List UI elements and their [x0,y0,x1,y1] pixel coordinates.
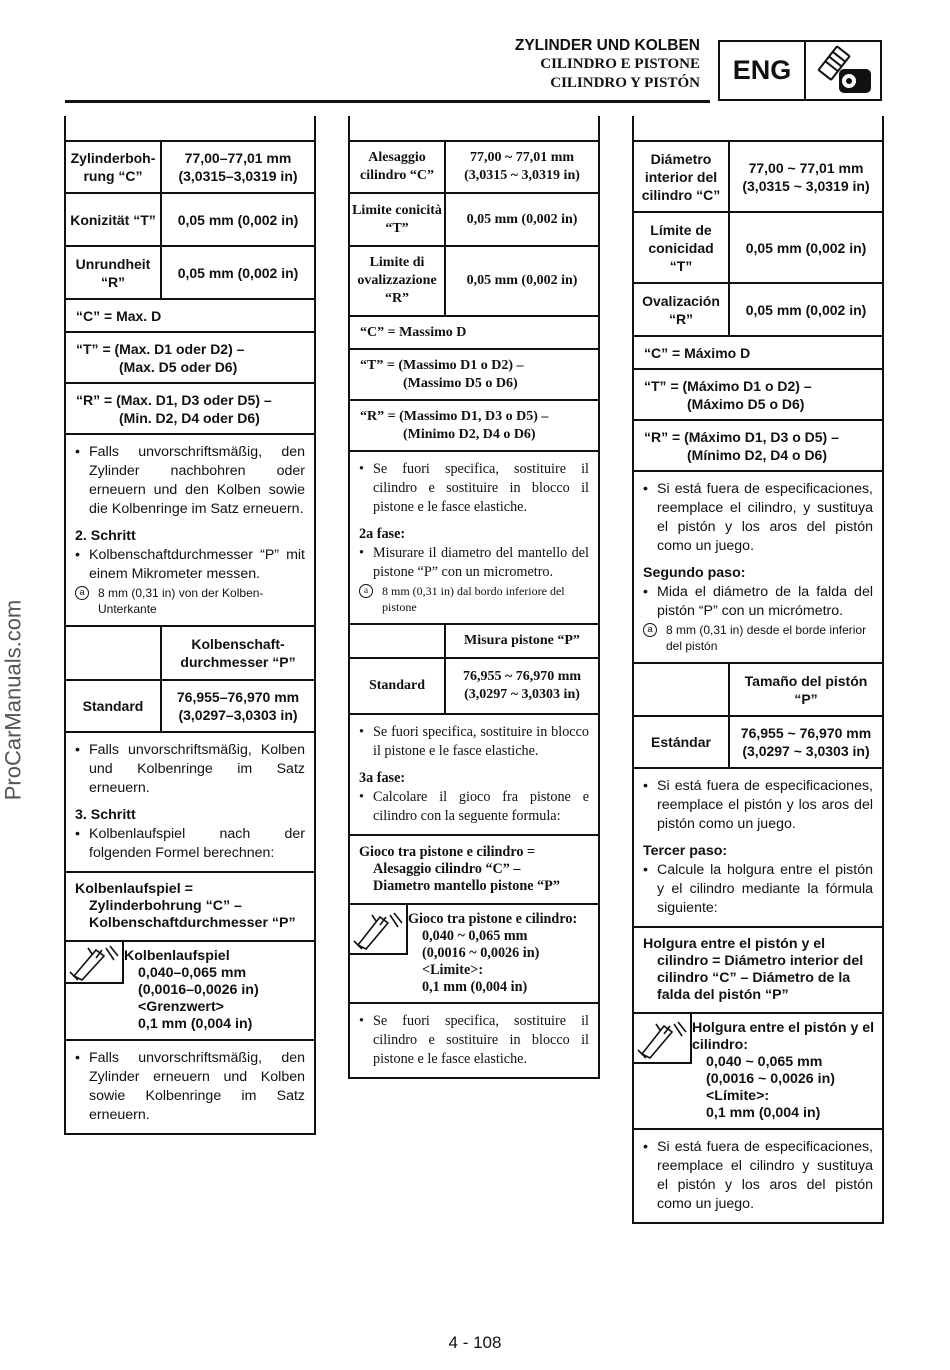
instruction-text: Calcule la holgura entre el pistón y el cilindro mediante la fórmula siguiente: [657,862,873,916]
clearance-formula: Gioco tra pistone e cilindro = Alesaggio cilindro “C” – Diametro mantello pistone “P” [350,836,598,905]
piston-header-row [66,627,314,681]
column-german [64,116,316,1135]
spec-label: Límite de conicidad “T” [634,213,730,282]
spec-value: 77,00 ~ 77,01 mm (3,0315 ~ 3,0319 in) [742,159,870,194]
instruction-text: Mida el diámetro de la falda del pistón “P” con un micrómetro. [657,584,873,619]
piston-header-row [634,664,882,717]
spec-value: 0,05 mm (0,002 in) [745,239,867,256]
section-label: ENG [720,42,806,99]
spec-value: 0,05 mm (0,002 in) [466,273,578,288]
piston-value-row [350,659,598,715]
spec-label: Limite di ovalizzazione “R” [350,247,446,315]
callout-a-icon: a [75,586,89,600]
piston-value-row [634,717,882,769]
piston-value: 76,955 ~ 76,970 mm (3,0297 ~ 3,0303 in) [462,669,582,702]
spec-row-out-of-round [350,247,598,317]
spec-row-bore [634,142,882,213]
header-titles [515,36,700,93]
step-heading: Tercer paso: [643,843,728,859]
formula-t: “T” = (Max. D1 oder D2) – (Max. D5 oder D6) [66,333,314,384]
step-heading: Segundo paso: [643,565,746,581]
instruction-block: • Se fuori specifica, sostituire il cilindro e sostituire in blocco il pistone e le fasce elastiche. [359,1013,589,1067]
spec-row-bore [350,142,598,194]
instruction-text: Si está fuera de especificaciones, reemplace el pistón y los aros del pistón como un juego. [657,778,873,832]
spec-label: Limite conicità “T” [350,194,446,245]
instruction-text: Falls unvorschriftsmäßig, den Zylinder nachbohren oder erneuern und den Kolben sowie die Kolbenringe im Satz erneuern. [89,444,305,517]
piston-header: Tamaño del pistón “P” [744,672,868,707]
step-heading: 2a fase: [359,526,406,542]
instruction-block: • Se fuori specifica, sostituire il cilindro e sostituire in blocco il pistone e le fasce elastiche. 2a fase: • Misurare il diametro del mantello del pistone “P” con un micrometro. a 8 mm (0,31 in) dal bordo inferiore del pistone [350,452,598,625]
limit-title: Holgura entre el pistón y el cilindro: [692,1020,875,1053]
spec-value: 0,05 mm (0,002 in) [466,211,578,227]
engine-icon [806,42,880,99]
section-badge [718,40,882,101]
spec-label: Zylinderboh-rung “C” [66,142,162,192]
spec-row-taper [634,213,882,284]
instruction-block: • Falls unvorschriftsmäßig, den Zylinder nachbohren oder erneuern und den Kolben sowie die Kolbenringe im Satz erneuern. 2. Schritt • Kolbenschaftdurchmesser “P” mit einem Mikrometer messen. a 8 mm (0,31 in) von der Kolben-Unterkante [66,435,314,627]
limit-title: Kolbenlaufspiel [124,948,230,964]
instruction-block: • Si está fuera de especificaciones, reemplace el cilindro y sustituya el pistón y los aros del pistón como un juego. [643,1139,873,1212]
instruction-text: Falls unvorschriftsmäßig, Kolben und Kolbenringe im Satz erneuern. [89,742,305,796]
formula-t: “T” = (Máximo D1 o D2) – (Máximo D5 o D6) [634,370,882,421]
watermark: ProCarManuals.com [0,599,26,801]
instruction-text: Se fuori specifica, sostituire il cilindro e sostituire in blocco il pistone e le fasce elastiche. [373,461,589,515]
formula-r: “R” = (Massimo D1, D3 o D5) – (Minimo D2, D4 o D6) [350,401,598,452]
formula-c: “C” = Max. D [66,300,314,333]
instruction-block: • Se fuori specifica, sostituire in blocco il pistone e le fasce elastiche. 3a fase: • Calcolare il gioco fra pistone e cilindro con la seguente formula: [350,715,598,836]
instruction-text: Kolbenlaufspiel nach der folgenden Formel berechnen: [89,826,305,861]
measurement-note: a 8 mm (0,31 in) desde el borde inferior del pistón [643,622,873,654]
spec-value: 0,05 mm (0,002 in) [177,264,299,281]
instruction-text: Kolbenschaftdurchmesser “P” mit einem Mikrometer messen. [89,547,305,582]
step-heading: 2. Schritt [75,528,136,544]
spec-row-out-of-round [66,247,314,300]
instruction-text: Falls unvorschriftsmäßig, den Zylinder erneuern und Kolben sowie Kolbenringe im Satz erneuern. [89,1050,305,1123]
piston-value-row [66,681,314,733]
measuring-tool-icon [350,905,406,1002]
spec-label: Unrundheit “R” [66,247,162,298]
column-italian [348,116,600,1079]
spec-row-taper [66,194,314,247]
spec-value: 0,05 mm (0,002 in) [177,211,299,228]
clearance-limit: Holgura entre el pistón y el cilindro: 0,040 ~ 0,065 mm (0,0016 ~ 0,0026 in) <Límite>: 0,1 mm (0,004 in) [634,1014,882,1130]
piston-label: Standard [66,681,162,731]
instruction-text: Se fuori specifica, sostituire il cilindro e sostituire in blocco il pistone e le fasce elastiche. [373,1013,589,1067]
limit-title: Gioco tra pistone e cilindro: [408,911,578,927]
title-es: CILINDRO Y PISTÓN [550,75,700,91]
step-heading: 3. Schritt [75,807,136,823]
measuring-tool-icon [634,1014,690,1128]
instruction-block: • Falls unvorschriftsmäßig, Kolben und Kolbenringe im Satz erneuern. 3. Schritt • Kolbenlaufspiel nach der folgenden Formel berechnen: [66,733,314,873]
title-de: ZYLINDER UND KOLBEN [514,37,700,54]
clearance-formula: Kolbenlaufspiel = Zylinderbohrung “C” – Kolbenschaftdurchmesser “P” [66,873,314,942]
spec-row-out-of-round [634,284,882,337]
instruction-text: Misurare il diametro del mantello del pistone “P” con un micrometro. [373,545,589,580]
piston-header-row [350,625,598,659]
spec-row-taper [350,194,598,247]
clearance-limit: Gioco tra pistone e cilindro: 0,040 ~ 0,065 mm (0,0016 ~ 0,0026 in) <Limite>: 0,1 mm (0,004 in) [350,905,598,1004]
measurement-note: a 8 mm (0,31 in) von der Kolben-Unterkante [75,585,305,617]
piston-label: Standard [350,659,446,713]
piston-label: Estándar [634,717,730,767]
measuring-tool-icon [66,942,122,1039]
callout-a-icon: a [359,584,373,598]
callout-a-icon: a [643,623,657,637]
instruction-text: Si está fuera de especificaciones, reemplace el cilindro, y sustituya el pistón y los aros del pistón como un juego. [657,481,873,554]
spec-row-bore [66,142,314,194]
instruction-block: • Falls unvorschriftsmäßig, den Zylinder erneuern und Kolben sowie Kolbenringe im Satz erneuern. [75,1050,305,1123]
piston-value: 76,955 ~ 76,970 mm (3,0297 ~ 3,0303 in) [740,725,872,759]
instruction-text: Calcolare il gioco fra pistone e cilindro con la seguente formula: [373,789,589,824]
formula-r: “R” = (Máximo D1, D3 o D5) – (Mínimo D2, D4 o D6) [634,421,882,472]
spec-value: 77,00–77,01 mm (3,0315–3,0319 in) [178,150,298,184]
clearance-limit: Kolbenlaufspiel 0,040–0,065 mm (0,0016–0,0026 in) <Grenzwert> 0,1 mm (0,004 in) [66,942,314,1041]
piston-value: 76,955–76,970 mm (3,0297–3,0303 in) [176,689,300,723]
instruction-block: • Si está fuera de especificaciones, reemplace el pistón y los aros del pistón como un juego. Tercer paso: • Calcule la holgura entre el pistón y el cilindro mediante la fórmula siguiente: [634,769,882,928]
instruction-block: • Si está fuera de especificaciones, reemplace el cilindro, y sustituya el pistón y los aros del pistón como un juego. Segundo paso: • Mida el diámetro de la falda del pistón “P” con un micrómetro. a 8 mm (0,31 in) desde el borde inferior del pistón [634,472,882,664]
header-rule [65,100,710,103]
spec-label: Diámetro interior del cilindro “C” [634,142,730,211]
piston-header: Kolbenschaft-durchmesser “P” [180,636,296,670]
measurement-note: a 8 mm (0,31 in) dal bordo inferiore del pistone [359,583,589,615]
column-top [350,116,598,142]
instruction-text: Se fuori specifica, sostituire in blocco il pistone e le fasce elastiche. [373,724,589,759]
formula-c: “C” = Máximo D [634,337,882,370]
page-number: 4 - 108 [448,1333,502,1352]
column-spanish [632,116,884,1224]
title-it: CILINDRO E PISTONE [540,56,700,72]
spec-label: Konizität “T” [66,194,162,245]
column-top [66,116,314,142]
piston-header: Misura pistone “P” [464,633,580,648]
formula-t: “T” = (Massimo D1 o D2) – (Massimo D5 o D6) [350,350,598,401]
spec-label: Alesaggio cilindro “C” [350,142,446,192]
formula-c: “C” = Massimo D [350,317,598,350]
formula-r: “R” = (Max. D1, D3 oder D5) – (Min. D2, D4 oder D6) [66,384,314,435]
spec-label: Ovalización “R” [634,284,730,335]
step-heading: 3a fase: [359,770,406,786]
spec-value: 77,00 ~ 77,01 mm (3,0315 ~ 3,0319 in) [464,150,580,183]
instruction-text: Si está fuera de especificaciones, reemplace el cilindro y sustituya el pistón y los aros del pistón como un juego. [657,1139,873,1212]
spec-value: 0,05 mm (0,002 in) [745,301,867,318]
column-top [634,116,882,142]
clearance-formula: Holgura entre el pistón y el cilindro = Diámetro interior del cilindro “C” – Diámetro de la falda del pistón “P” [634,928,882,1014]
